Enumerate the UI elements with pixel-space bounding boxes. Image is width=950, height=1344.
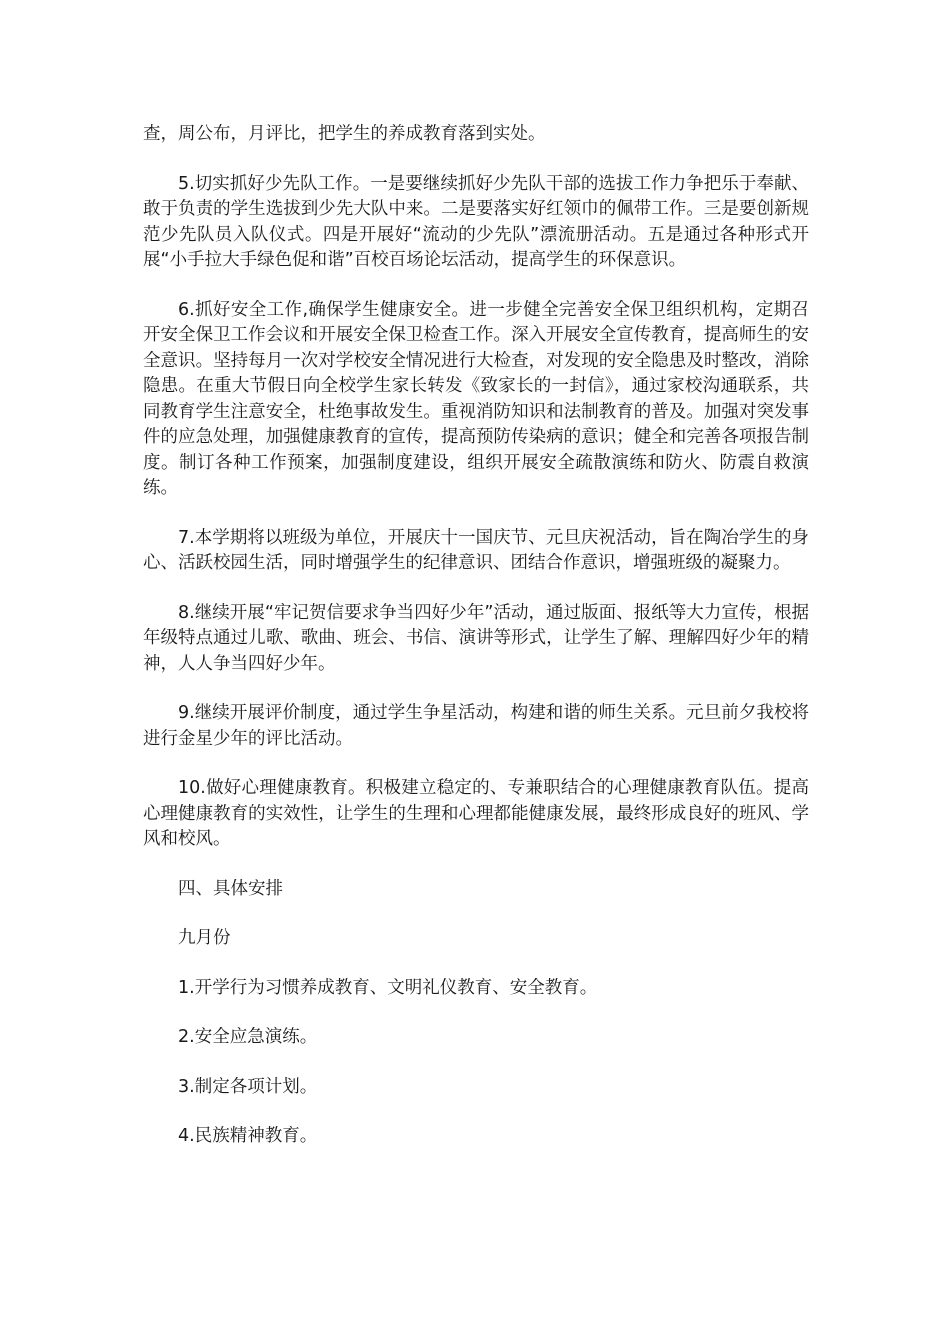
document-body [143, 122, 809, 1174]
schedule-item-3: 3.制定各项计划。 [178, 1076, 318, 1097]
paragraph-item-8: 8.继续开展“牢记贺信要求争当四好少年”活动，通过版面、报纸等大力宣传，根据年级特点通过儿歌、歌曲、班会、书信、演讲等形式，让学生了解、理解四好少年的精神，人人争当四好少年。 [143, 602, 809, 674]
paragraph-continuation: 查，周公布，月评比，把学生的养成教育落到实处。 [143, 124, 546, 144]
paragraph-item-7: 7.本学期将以班级为单位，开展庆十一国庆节、元旦庆祝活动，旨在陶冶学生的身心、活跃校园生活，同时增强学生的纪律意识、团结合作意识，增强班级的凝聚力。 [143, 527, 809, 573]
paragraph-item-9: 9.继续开展评价制度，通过学生争星活动，构建和谐的师生关系。元旦前夕我校将进行金星少年的评比活动。 [143, 703, 809, 749]
section-heading: 四、具体安排 [178, 878, 283, 899]
month-heading: 九月份 [178, 928, 231, 948]
schedule-item-2: 2.安全应急演练。 [178, 1027, 318, 1047]
paragraph-item-5: 5.切实抓好少先队工作。一是要继续抓好少先队干部的选拔工作力争把乐于奉献、敢于负责的学生选拔到少先大队中来。二是要落实好红领巾的佩带工作。三是要创新规范少先队员入队仪式。四是开展好“流动的少先队”漂流册活动。五是通过各种形式开展“小手拉大手绿色促和谐”百校百场论坛活动，提高学生的环保意识。 [143, 173, 809, 270]
paragraph-item-10: 10.做好心理健康教育。积极建立稳定的、专兼职结合的心理健康教育队伍。提高心理健康教育的实效性，让学生的生理和心理都能健康发展，最终形成良好的班风、学风和校风。 [143, 778, 809, 849]
schedule-item-4: 4.民族精神教育。 [178, 1126, 318, 1146]
schedule-item-1: 1.开学行为习惯养成教育、文明礼仪教育、安全教育。 [178, 977, 598, 998]
paragraph-item-6: 6.抓好安全工作,确保学生健康安全。进一步健全完善安全保卫组织机构，定期召开安全保卫工作会议和开展安全保卫检查工作。深入开展安全宣传教育，提高师生的安全意识。坚持每月一次对学校安全情况进行大检查，对发现的安全隐患及时整改，消除隐患。在重大节假日向全校学生家长转发《致家长的一封信》，通过家校沟通联系，共同教育学生注意安全，杜绝事故发生。重视消防知识和法制教育的普及。加强对突发事件的应急处理，加强健康教育的宣传，提高预防传染病的意识；健全和完善各项报告制度。制订各种工作预案，加强制度建设，组织开展安全疏散演练和防火、防震自救演练。 [143, 299, 809, 498]
